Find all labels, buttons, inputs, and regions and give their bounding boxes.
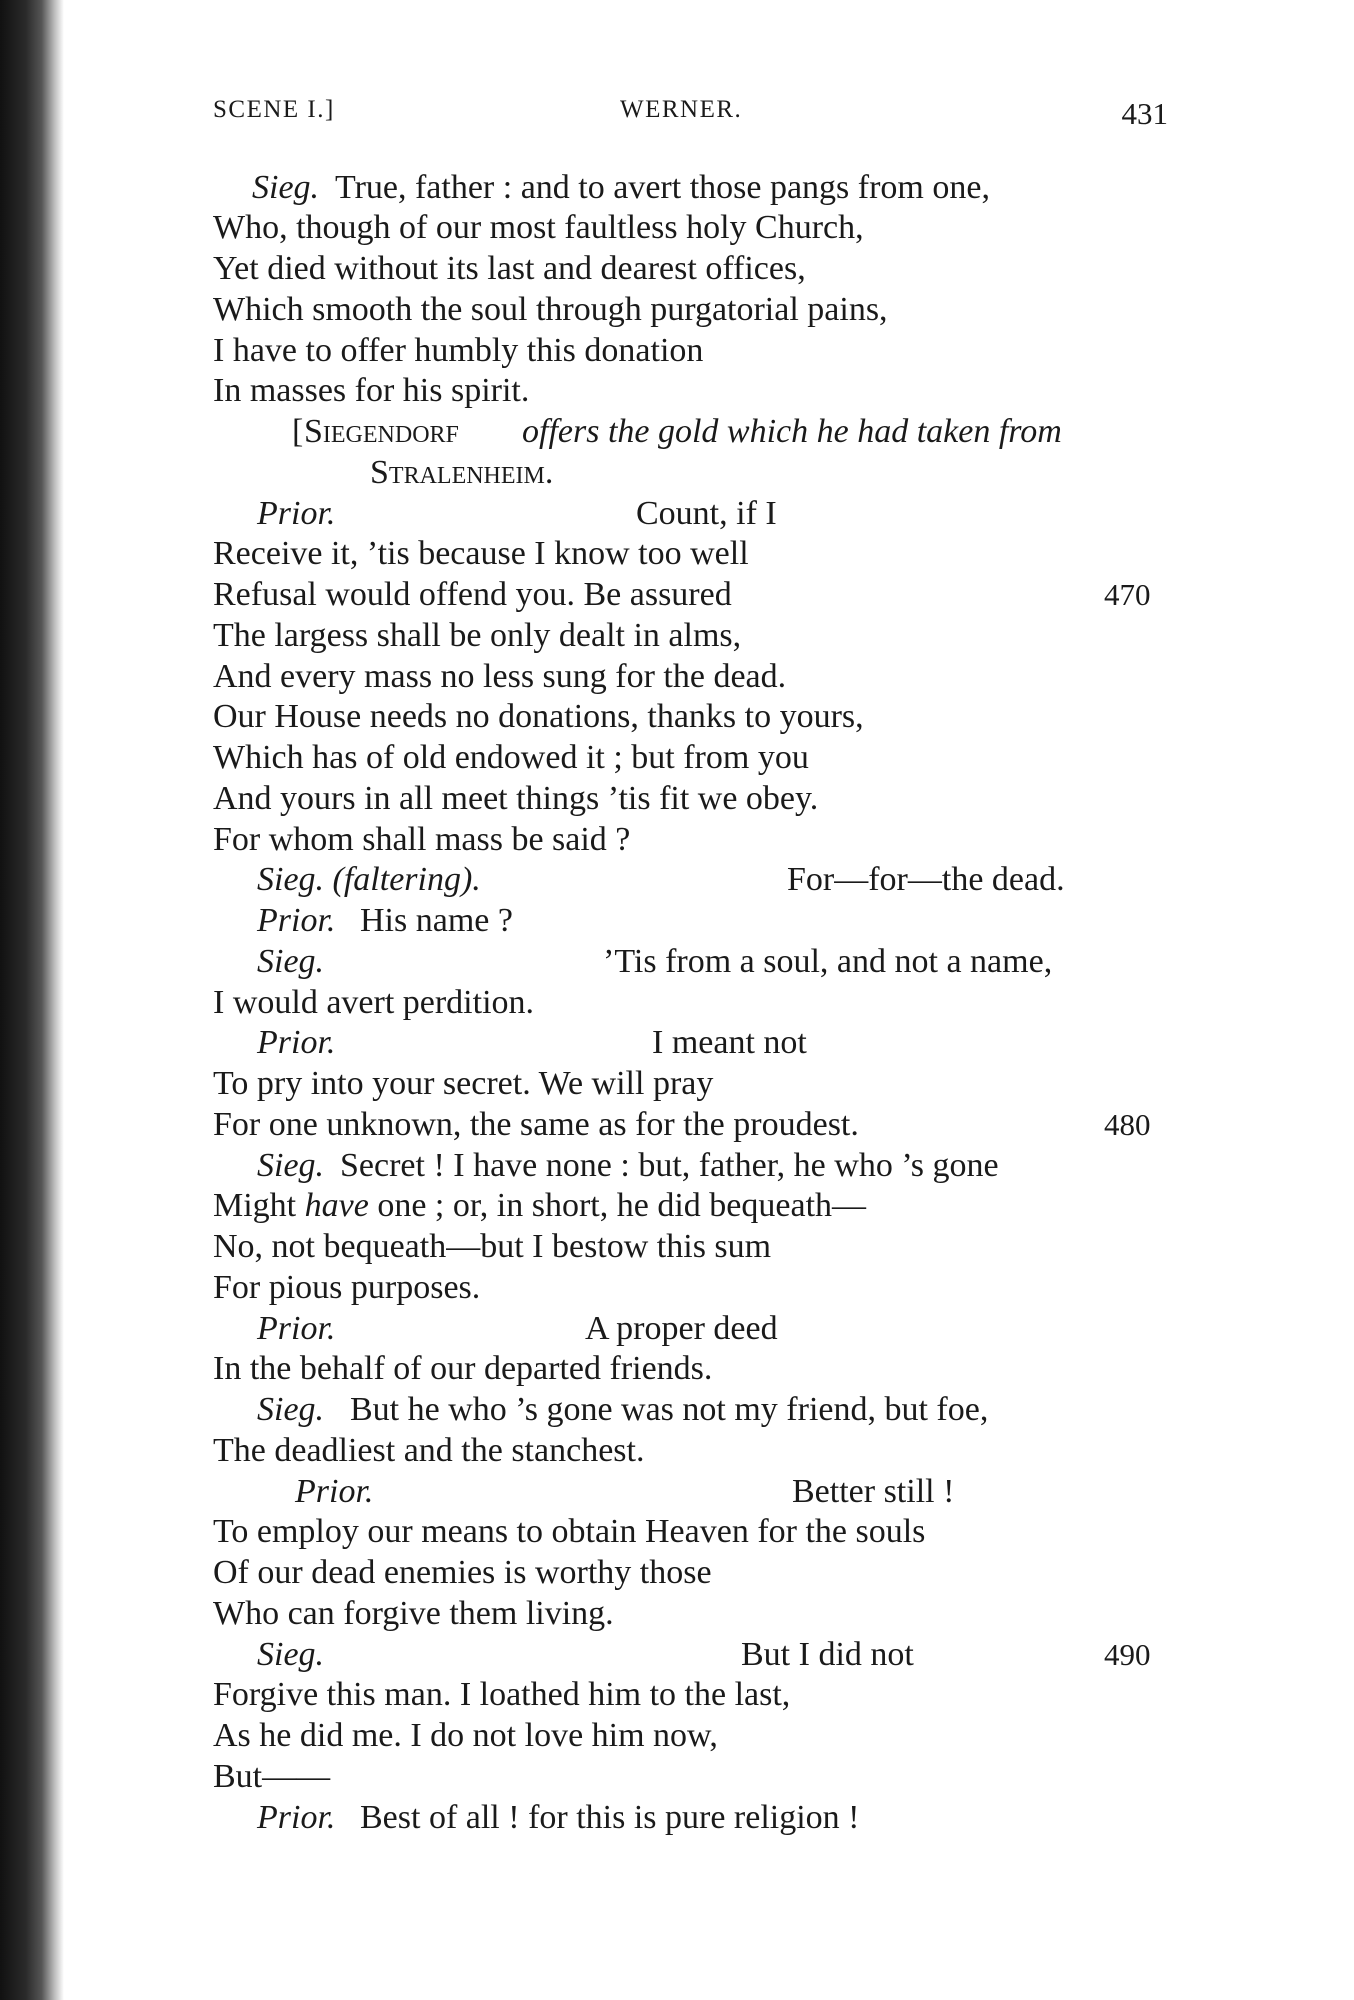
line-number: 490 — [1104, 1637, 1151, 1672]
stage-character: Siegendorf — [304, 413, 459, 450]
verse-line — [0, 575, 1354, 615]
stage-bracket: [ — [292, 413, 304, 450]
speaker-name: Prior. — [257, 902, 336, 939]
line-text: I meant not — [652, 1024, 807, 1061]
header-scene: SCENE I.] — [213, 96, 335, 123]
page-number: 431 — [1121, 96, 1168, 131]
line-text: To pry into your secret. We will pray — [213, 1065, 714, 1102]
line-text: But I did not — [741, 1636, 914, 1673]
line-text: But—— — [213, 1758, 331, 1795]
line-text: For pious purposes. — [213, 1269, 481, 1306]
line-text: Which smooth the soul through purgatorial pains, — [213, 291, 888, 328]
stage-character: Stralenheim. — [370, 454, 554, 491]
line-text: I would avert perdition. — [213, 984, 535, 1021]
line-text: For—for—the dead. — [787, 861, 1065, 898]
line-text: For one unknown, the same as for the proudest. — [213, 1106, 859, 1143]
line-text: In masses for his spirit. — [213, 372, 530, 409]
line-text: Who, though of our most faultless holy Church, — [213, 209, 864, 246]
emphasis-text: have — [304, 1187, 369, 1224]
speaker-name: Sieg. — [257, 943, 325, 980]
line-text: Refusal would offend you. Be assured — [213, 576, 732, 613]
line-text: No, not bequeath—but I bestow this sum — [213, 1228, 772, 1265]
line-text — [213, 1186, 866, 1226]
speaker-name: Sieg. (faltering). — [257, 861, 481, 898]
line-text: Best of all ! for this is pure religion ! — [360, 1799, 860, 1836]
line-number: 480 — [1104, 1107, 1151, 1142]
line-text: ’Tis from a soul, and not a name, — [603, 943, 1053, 980]
line-text: And every mass no less sung for the dead. — [213, 658, 787, 695]
line-text-part: one ; or, in short, he did bequeath— — [368, 1187, 867, 1224]
book-binding-shadow — [0, 0, 64, 2000]
line-text: Our House needs no donations, thanks to yours, — [213, 698, 864, 735]
line-text: To employ our means to obtain Heaven for the souls — [213, 1513, 926, 1550]
header-title: WERNER. — [620, 96, 743, 123]
line-text: Who can forgive them living. — [213, 1595, 614, 1632]
line-text: Receive it, ’tis because I know too well — [213, 535, 749, 572]
line-text: Count, if I — [636, 495, 777, 532]
speaker-name: Prior. — [257, 495, 336, 532]
speaker-name: Sieg. — [257, 1391, 325, 1428]
line-text: The deadliest and the stanchest. — [213, 1432, 645, 1469]
line-text: And yours in all meet things ’tis fit we obey. — [213, 780, 819, 817]
line-text: Better still ! — [792, 1473, 955, 1510]
line-text: Of our dead enemies is worthy those — [213, 1554, 712, 1591]
line-text: True, father : and to avert those pangs from one, — [335, 169, 990, 206]
line-text: But he who ’s gone was not my friend, but foe, — [350, 1391, 989, 1428]
speaker-name: Prior. — [257, 1310, 336, 1347]
speaker-name: Sieg. — [257, 1636, 325, 1673]
speaker-name: Prior. — [257, 1024, 336, 1061]
line-text: His name ? — [360, 902, 513, 939]
line-text: Forgive this man. I loathed him to the last, — [213, 1676, 791, 1713]
line-text: Which has of old endowed it ; but from you — [213, 739, 809, 776]
stage-text: offers the gold which he had taken from — [522, 413, 1062, 450]
line-number: 470 — [1104, 577, 1151, 612]
speaker-name: Prior. — [257, 1799, 336, 1836]
line-text: A proper deed — [585, 1310, 778, 1347]
verse-line — [0, 1635, 1354, 1675]
verse-line — [0, 1105, 1354, 1145]
line-text-part: Might — [213, 1187, 305, 1224]
line-text: In the behalf of our departed friends. — [213, 1350, 713, 1387]
line-text: Secret ! I have none : but, father, he who ’s gone — [340, 1147, 999, 1184]
line-text: Yet died without its last and dearest offices, — [213, 250, 806, 287]
speaker-name: Sieg. — [252, 169, 320, 206]
line-text: For whom shall mass be said ? — [213, 821, 631, 858]
speaker-name: Sieg. — [257, 1147, 325, 1184]
line-text: As he did me. I do not love him now, — [213, 1717, 718, 1754]
running-header — [213, 96, 1168, 136]
line-text: The largess shall be only dealt in alms, — [213, 617, 742, 654]
speaker-name: Prior. — [295, 1473, 374, 1510]
line-text: I have to offer humbly this donation — [213, 332, 704, 369]
